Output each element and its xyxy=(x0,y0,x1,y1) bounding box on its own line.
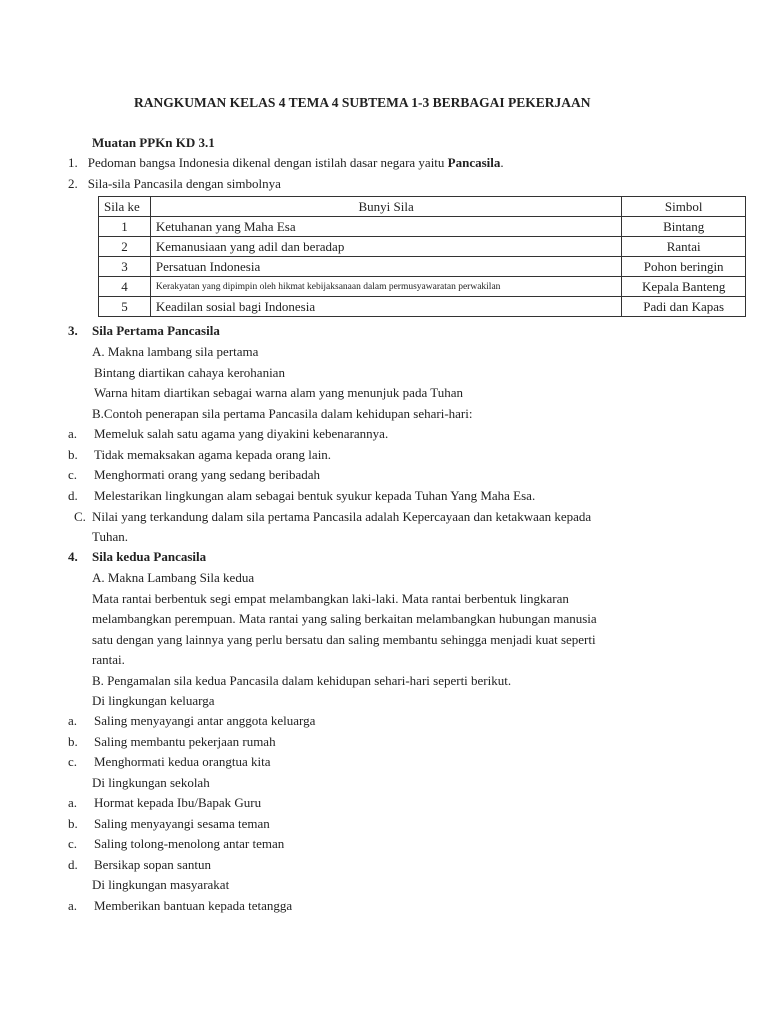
list-item-text: Saling membantu pekerjaan rumah xyxy=(94,734,276,749)
list-item-text: Saling menyayangi sesama teman xyxy=(94,816,270,831)
section-3-heading: Sila Pertama Pancasila xyxy=(92,323,220,338)
list-item xyxy=(68,446,78,464)
section-4-heading: Sila kedua Pancasila xyxy=(92,549,207,564)
table-cell: 4 xyxy=(99,277,151,297)
section-4-paragraph-line: satu dengan yang lainnya yang perlu bersatu dan saling membantu sehingga menjadi kuat seperti xyxy=(92,632,596,647)
list-marker: b. xyxy=(68,447,78,462)
table-cell: 1 xyxy=(99,217,151,237)
pancasila-table xyxy=(98,196,746,317)
list-marker: c. xyxy=(68,467,78,482)
section-3-subheading-a: A. Makna lambang sila pertama xyxy=(92,344,259,359)
list-item xyxy=(68,425,77,443)
section-3-value-line: Tuhan. xyxy=(92,529,129,544)
item-number: 1. xyxy=(68,155,78,170)
table-header-cell: Bunyi Sila xyxy=(150,197,621,217)
table-row xyxy=(99,237,746,257)
list-marker: a. xyxy=(68,898,78,913)
list-item-text: Melestarikan lingkungan alam sebagai bentuk syukur kepada Tuhan Yang Maha Esa. xyxy=(94,488,536,503)
section-3-meaning-line: Warna hitam diartikan sebagai warna alam yang menunjuk pada Tuhan xyxy=(94,385,463,400)
document-title: RANGKUMAN KELAS 4 TEMA 4 SUBTEMA 1-3 BERBAGAI PEKERJAAN xyxy=(134,95,591,110)
list-item-text: Saling tolong-menolong antar teman xyxy=(94,836,285,851)
section-4-paragraph-line: rantai. xyxy=(92,652,125,667)
list-item-text: Memberikan bantuan kepada tetangga xyxy=(94,898,293,913)
table-cell: 2 xyxy=(99,237,151,257)
keluarga-heading: Di lingkungan keluarga xyxy=(92,693,215,708)
section-3-subheading-b: B.Contoh penerapan sila pertama Pancasila dalam kehidupan sehari-hari: xyxy=(92,406,473,421)
table-cell: 5 xyxy=(99,297,151,317)
item-end: . xyxy=(500,155,504,170)
item-text: Pedoman bangsa Indonesia dikenal dengan istilah dasar negara yaitu xyxy=(87,155,448,170)
section-3-value-line: Nilai yang terkandung dalam sila pertama Pancasila adalah Kepercayaan dan ketakwaan kepada xyxy=(92,509,592,524)
list-marker: b. xyxy=(68,734,78,749)
section-3-meaning-line: Bintang diartikan cahaya kerohanian xyxy=(94,365,285,380)
list-marker: b. xyxy=(68,816,78,831)
list-item xyxy=(68,487,78,505)
list-item-text: Tidak memaksakan agama kepada orang lain. xyxy=(94,447,332,462)
section-4-subheading-a: A. Makna Lambang Sila kedua xyxy=(92,570,255,585)
section-4-number: 4. xyxy=(68,549,78,564)
item-number: 2. xyxy=(68,176,78,191)
item-1 xyxy=(68,154,504,172)
section-3-subheading-c: C. xyxy=(74,509,86,524)
list-item-text: Bersikap sopan santun xyxy=(94,857,211,872)
table-cell: Padi dan Kapas xyxy=(622,297,746,317)
table-row xyxy=(99,257,746,277)
list-item-text: Saling menyayangi antar anggota keluarga xyxy=(94,713,316,728)
list-marker: a. xyxy=(68,795,78,810)
masyarakat-heading: Di lingkungan masyarakat xyxy=(92,877,230,892)
muatan-heading: Muatan PPKn KD 3.1 xyxy=(92,135,215,150)
section-4-paragraph-line: melambangkan perempuan. Mata rantai yang saling berkaitan melambangkan hubungan manusia xyxy=(92,611,597,626)
table-row xyxy=(99,277,746,297)
list-item-text: Memeluk salah satu agama yang diyakini kebenarannya. xyxy=(94,426,389,441)
list-marker: c. xyxy=(68,836,78,851)
table-cell: Ketuhanan yang Maha Esa xyxy=(150,217,621,237)
list-marker: d. xyxy=(68,488,78,503)
table-cell: Kerakyatan yang dipimpin oleh hikmat kebijaksanaan dalam permusyawaratan perwakilan xyxy=(150,277,621,297)
table-cell: Rantai xyxy=(622,237,746,257)
table-cell: Kepala Banteng xyxy=(622,277,746,297)
table-row xyxy=(99,217,746,237)
table-cell: 3 xyxy=(99,257,151,277)
section-4-subheading-b: B. Pengamalan sila kedua Pancasila dalam kehidupan sehari-hari seperti berikut. xyxy=(92,673,512,688)
item-text: Sila-sila Pancasila dengan simbolnya xyxy=(87,176,281,191)
table-cell: Persatuan Indonesia xyxy=(150,257,621,277)
list-marker: c. xyxy=(68,754,78,769)
table-cell: Bintang xyxy=(622,217,746,237)
table-cell: Pohon beringin xyxy=(622,257,746,277)
list-marker: d. xyxy=(68,857,78,872)
sekolah-heading: Di lingkungan sekolah xyxy=(92,775,210,790)
table-row xyxy=(99,297,746,317)
list-item-text: Menghormati kedua orangtua kita xyxy=(94,754,271,769)
list-item-text: Hormat kepada Ibu/Bapak Guru xyxy=(94,795,262,810)
list-marker: a. xyxy=(68,713,78,728)
section-4-paragraph-line: Mata rantai berbentuk segi empat melambangkan laki-laki. Mata rantai berbentuk lingkaran xyxy=(92,591,569,606)
section-3-number: 3. xyxy=(68,323,78,338)
table-header-row xyxy=(99,197,746,217)
item-bold-term: Pancasila xyxy=(447,155,501,170)
table-cell: Kemanusiaan yang adil dan beradap xyxy=(150,237,621,257)
table-header-cell: Simbol xyxy=(622,197,746,217)
list-marker: a. xyxy=(68,426,78,441)
list-item xyxy=(68,466,77,484)
table-header-cell: Sila ke xyxy=(99,197,151,217)
table-cell: Keadilan sosial bagi Indonesia xyxy=(150,297,621,317)
item-2 xyxy=(68,175,281,193)
list-item-text: Menghormati orang yang sedang beribadah xyxy=(94,467,320,482)
